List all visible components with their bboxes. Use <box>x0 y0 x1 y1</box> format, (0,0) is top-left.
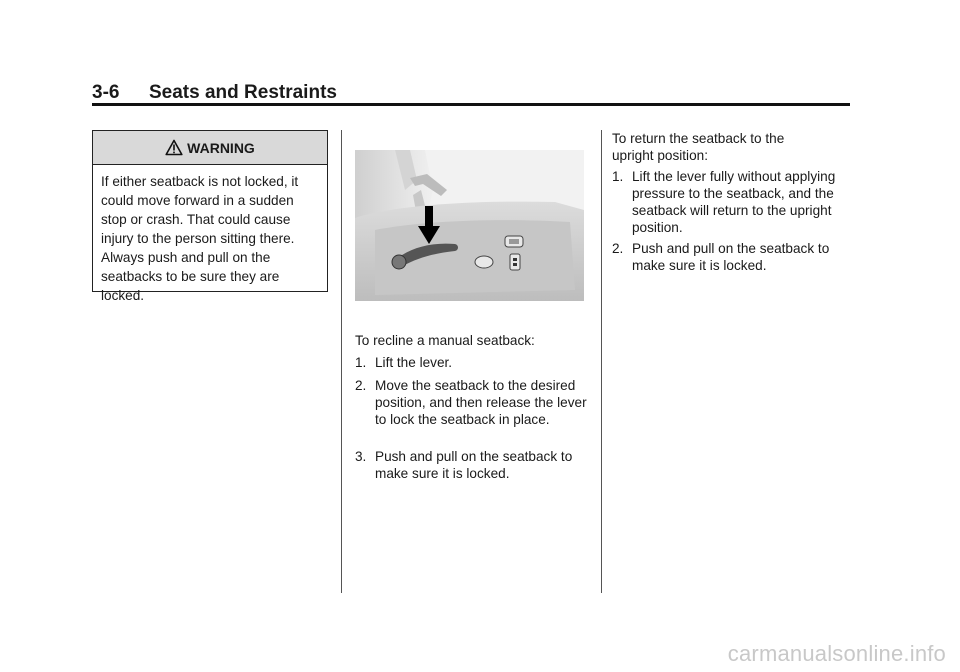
page-number: 3-6 <box>92 82 120 103</box>
seat-lever-illustration <box>355 150 584 301</box>
warning-text: If either seatback is not locked, it could move forward in a sudden stop or crash. That could cause injury to the person sitting there. Always push and pull on the seatbacks to be sure they are locked. <box>101 174 299 303</box>
step-number: 1. <box>612 169 624 184</box>
watermark-url: carmanualsonline.info <box>727 641 946 666</box>
step-text: Lift the lever fully without applying pressure to the seatback, and the seatback will return to the upright position. <box>632 169 836 235</box>
list-item <box>355 354 590 371</box>
step-number: 1. <box>355 355 367 370</box>
list-item <box>612 240 857 274</box>
step-number: 2. <box>355 378 367 393</box>
warning-heading: WARNING <box>187 139 255 156</box>
warning-triangle-icon <box>165 139 183 156</box>
header-rule <box>92 103 850 106</box>
step-number: 3. <box>355 449 367 464</box>
column-divider-right <box>601 130 602 593</box>
column-divider-left <box>341 130 342 593</box>
section-title: Seats and Restraints <box>149 82 337 103</box>
warning-box <box>92 130 328 303</box>
step-text: Push and pull on the seatback to make sure it is locked. <box>375 449 573 481</box>
step-text: Move the seatback to the desired position, and then release the lever to lock the seatback in place. <box>375 378 587 427</box>
list-item <box>355 377 590 428</box>
upright-intro: To return the seatback to the upright position: <box>612 131 785 163</box>
step-number: 2. <box>612 241 624 256</box>
list-item <box>355 448 590 482</box>
recline-intro: To recline a manual seatback: <box>355 333 535 348</box>
step-text: Push and pull on the seatback to make sure it is locked. <box>632 241 830 273</box>
step-text: Lift the lever. <box>375 355 453 370</box>
warning-header <box>93 131 327 165</box>
page-header <box>92 82 850 104</box>
list-item <box>612 168 857 236</box>
